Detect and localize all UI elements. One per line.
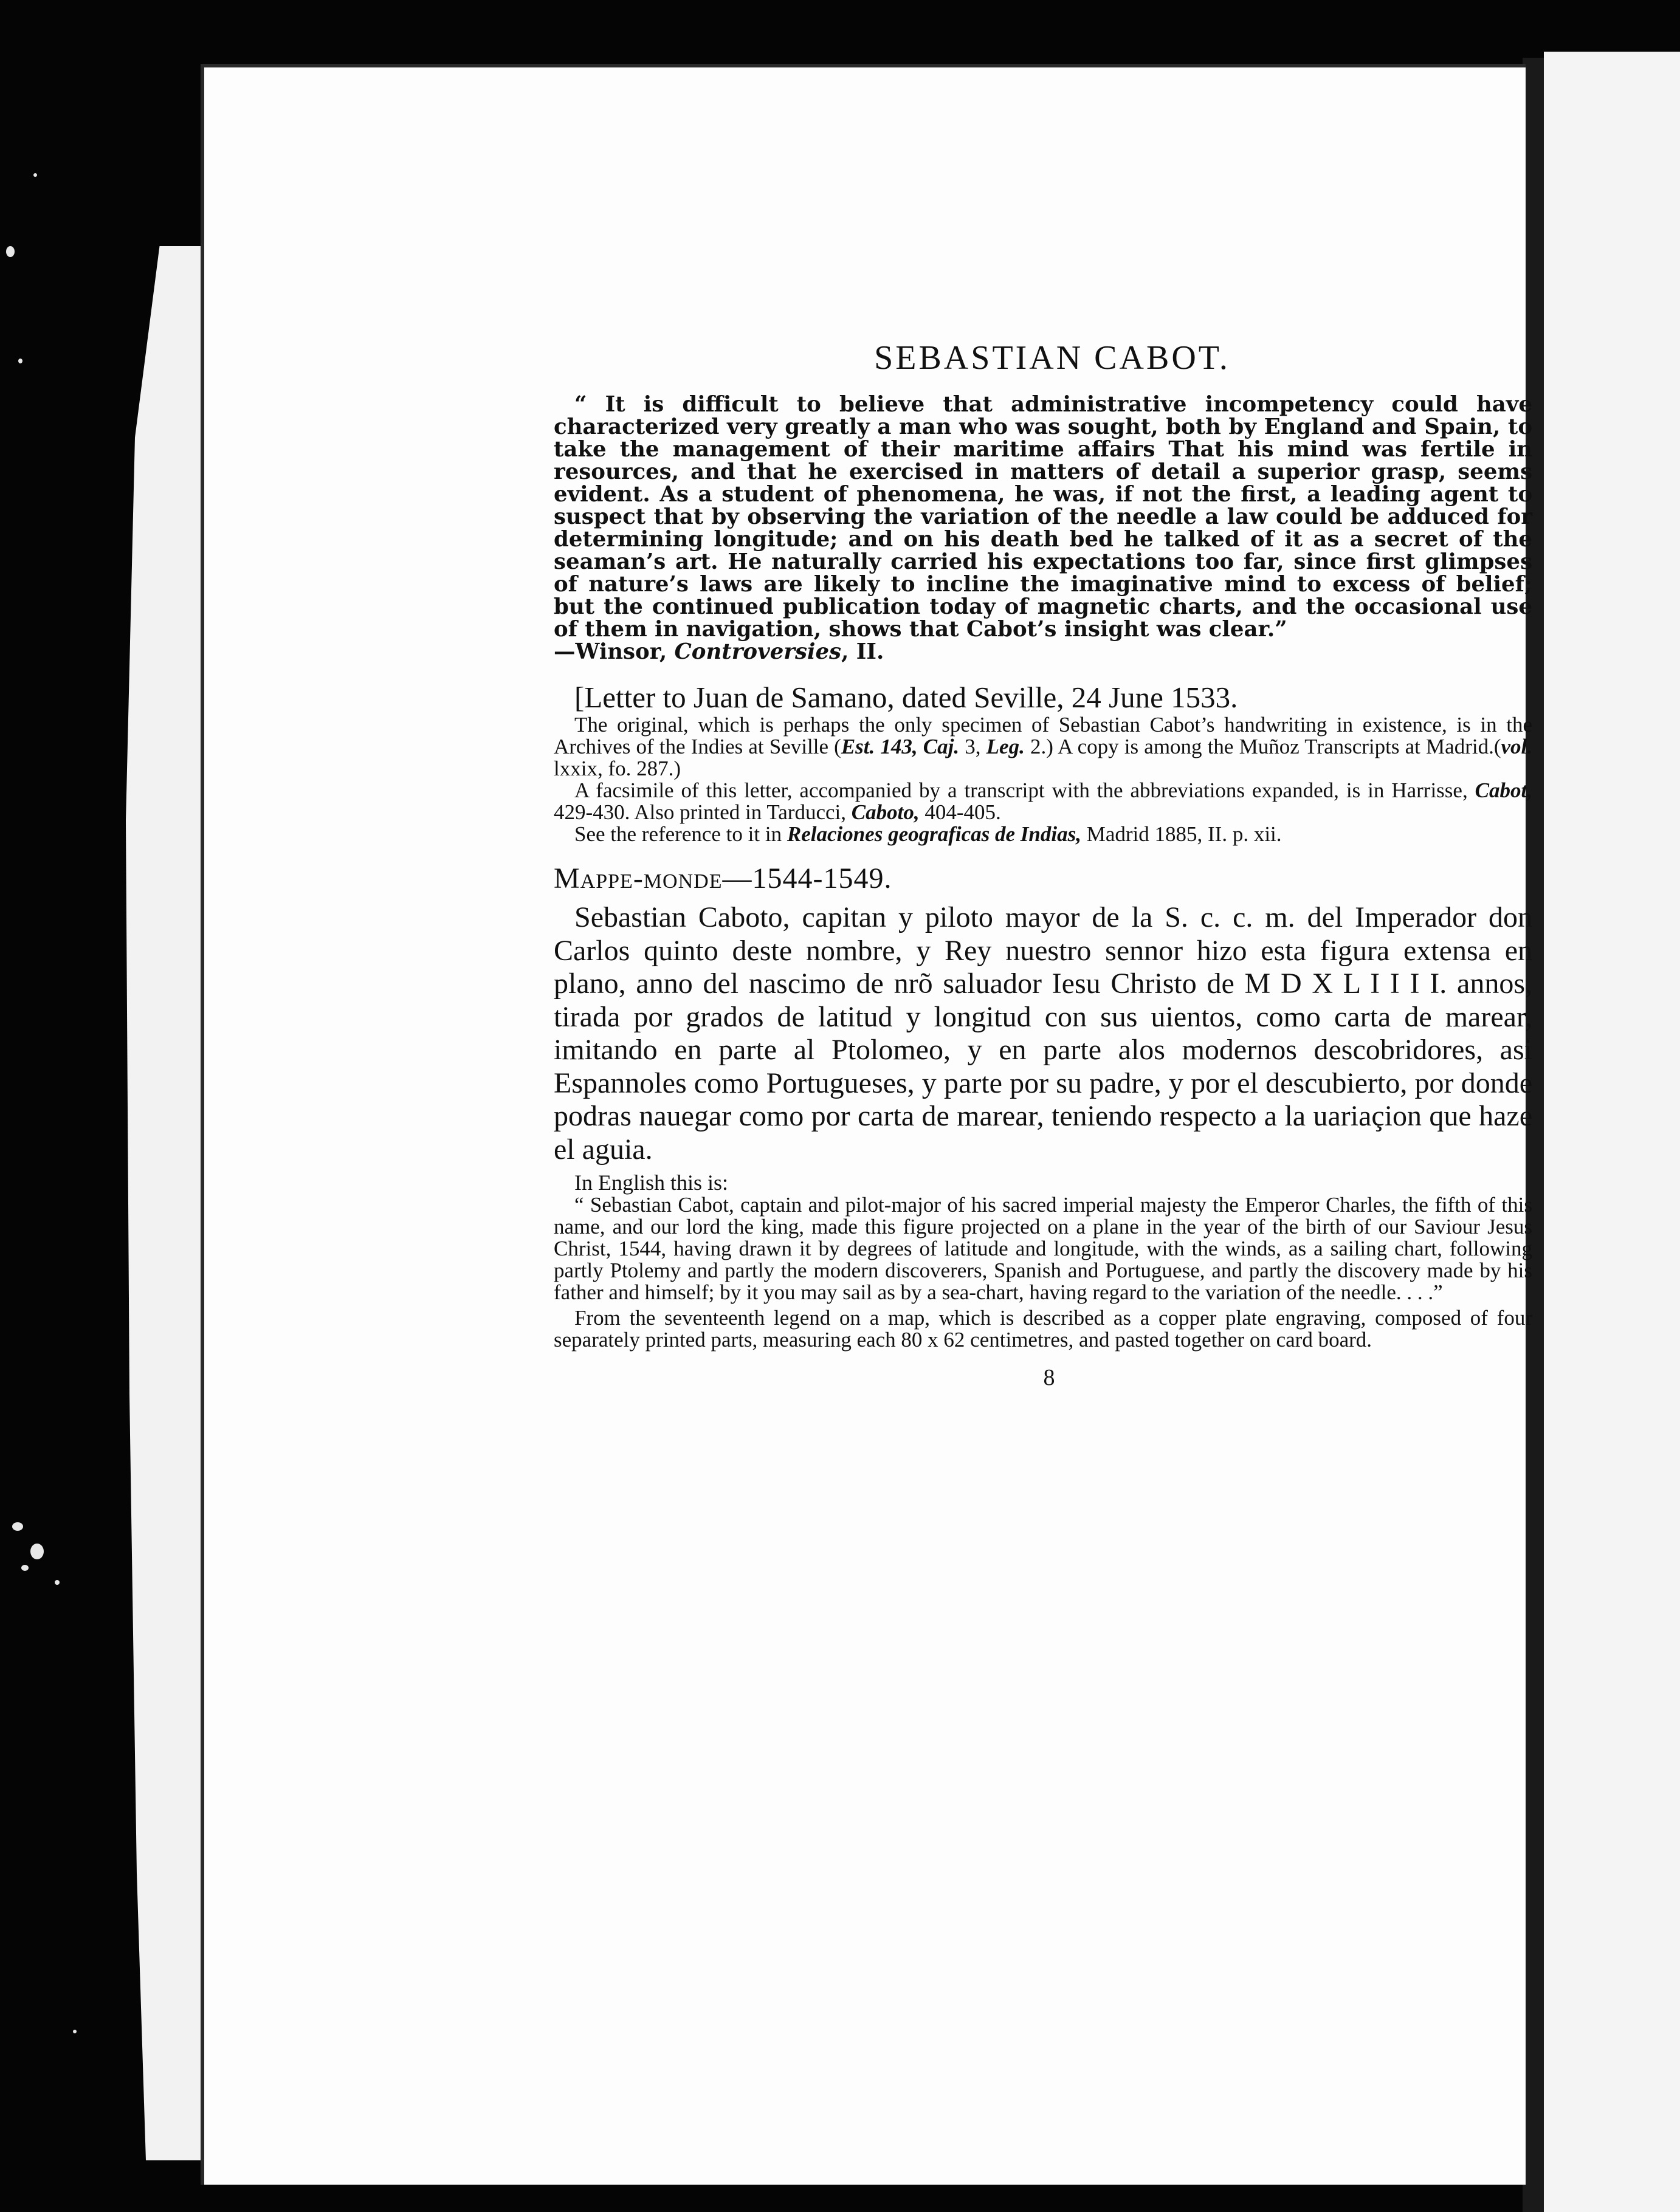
italic-span: Relaciones geograficas de Indias, — [787, 822, 1081, 846]
letter-heading: [Letter to Juan de Samano, dated Seville, 24 June 1533. — [574, 681, 1238, 714]
attribution-suffix: , II. — [841, 639, 884, 664]
page-number: 8 — [1043, 1365, 1055, 1390]
dust-speck — [21, 1565, 29, 1571]
document-page — [201, 64, 1532, 2185]
attribution-prefix: —Winsor, — [554, 639, 675, 664]
text-span: 3, — [959, 735, 986, 758]
letter-note-original — [554, 714, 1532, 780]
dust-speck — [6, 246, 15, 257]
dust-speck — [73, 2030, 77, 2033]
dust-speck — [33, 173, 37, 177]
italic-span: Leg. — [986, 735, 1025, 758]
text-span: The original, which is perhaps the only specimen of Sebastian Cabot’s handwriting in existence, is in the Archives of the Indies at Seville ( — [554, 713, 1532, 758]
attribution-work: Controversies — [674, 639, 842, 664]
text-span: 429-430. Also printed in Tarducci, — [554, 800, 852, 824]
letter-note-reference — [554, 823, 1532, 845]
left-page-edge — [119, 246, 210, 2160]
spanish-legend: Sebastian Caboto, capitan y piloto mayor de la S. c. c. m. del Imperador don Carlos quinto deste nombre, y Rey nuestro sennor hizo esta figura extensa en plano, anno del nascimo de nrõ saluador Iesu Christo de M D X L I I I I. annos, tirada por grados de latitud y longitud con sus uientos, como carta de marear, imitando en parte al Ptolomeo, y en parte alos modernos descobridores, asi Espannoles como Portugueses, y parte por su padre, y por el descubierto, por donde podras nauegar como por carta de marear, teniendo respecto a la uariaçion que haze el aguia. — [554, 901, 1532, 1166]
dust-speck — [55, 1580, 60, 1585]
english-label: In English this is: — [574, 1170, 729, 1195]
right-facing-page-edge — [1544, 52, 1680, 2212]
dust-speck — [30, 1544, 44, 1559]
dust-speck — [12, 1522, 23, 1531]
italic-span: Caboto, — [851, 800, 920, 824]
winsor-attribution — [554, 641, 1532, 663]
text-span: 2.) A copy is among the Muñoz Transcripts at Madrid.( — [1024, 735, 1501, 758]
english-translation: “ Sebastian Cabot, captain and pilot-major of his sacred imperial majesty the Emperor Charles, the fifth of this name, and our lord the king, made this figure projected on a plane in the year of the birth of our Saviour Jesus Christ, 1544, having drawn it by degrees of latitude and longitude, with the winds, as a sailing chart, following partly Ptolemy and partly the modern discoverers, Spanish and Portuguese, and partly the discovery made by his father and himself; by it you may sail as by a sea-chart, having regard to the variation of the needle. . . .” — [554, 1193, 1532, 1304]
text-span: A facsimile of this letter, accompanied by a transcript with the abbreviations expanded, is in Harrisse, — [574, 778, 1475, 802]
mappe-monde-heading: Mappe-monde—1544-1549. — [554, 862, 892, 895]
text-span: Madrid 1885, II. p. xii. — [1081, 822, 1282, 846]
letter-note-facsimile — [554, 780, 1532, 823]
closing-note: From the seventeenth legend on a map, which is described as a copper plate engraving, composed of four separately printed parts, measuring each 80 x 62 centimetres, and pasted together on card board. — [554, 1306, 1532, 1352]
text-span: See the reference to it in — [574, 822, 787, 846]
page-title: SEBASTIAN CABOT. — [874, 339, 1230, 377]
dust-speck — [18, 359, 22, 363]
italic-span: Cabot, — [1475, 778, 1532, 802]
text-span: lxxix, fo. 287.) — [554, 757, 681, 780]
italic-span: vol. — [1501, 735, 1532, 758]
winsor-quote: “ It is difficult to believe that administrative incompetency could have characterized very greatly a man who was sought, both by England and Spain, to take the management of their maritime affairs That his mind was fertile in resources, and that he exercised in matters of detail a superior grasp, seems evident. As a student of phenomena, he was, if not the first, a leading agent to suspect that by observing the variation of the needle a law could be adduced for determining longitude; and on his death bed he talked of it as a secret of the seaman’s art. He naturally carried his expectations too far, since first glimpses of nature’s laws are likely to incline the imaginative mind to excess of belief; but the continued publication today of magnetic charts, and the occasional use of them in navigation, shows that Cabot’s insight was clear.” — [554, 392, 1532, 642]
text-span: 404-405. — [919, 800, 1001, 824]
italic-span: Est. 143, Caj. — [841, 735, 960, 758]
page-content — [554, 341, 1532, 1391]
